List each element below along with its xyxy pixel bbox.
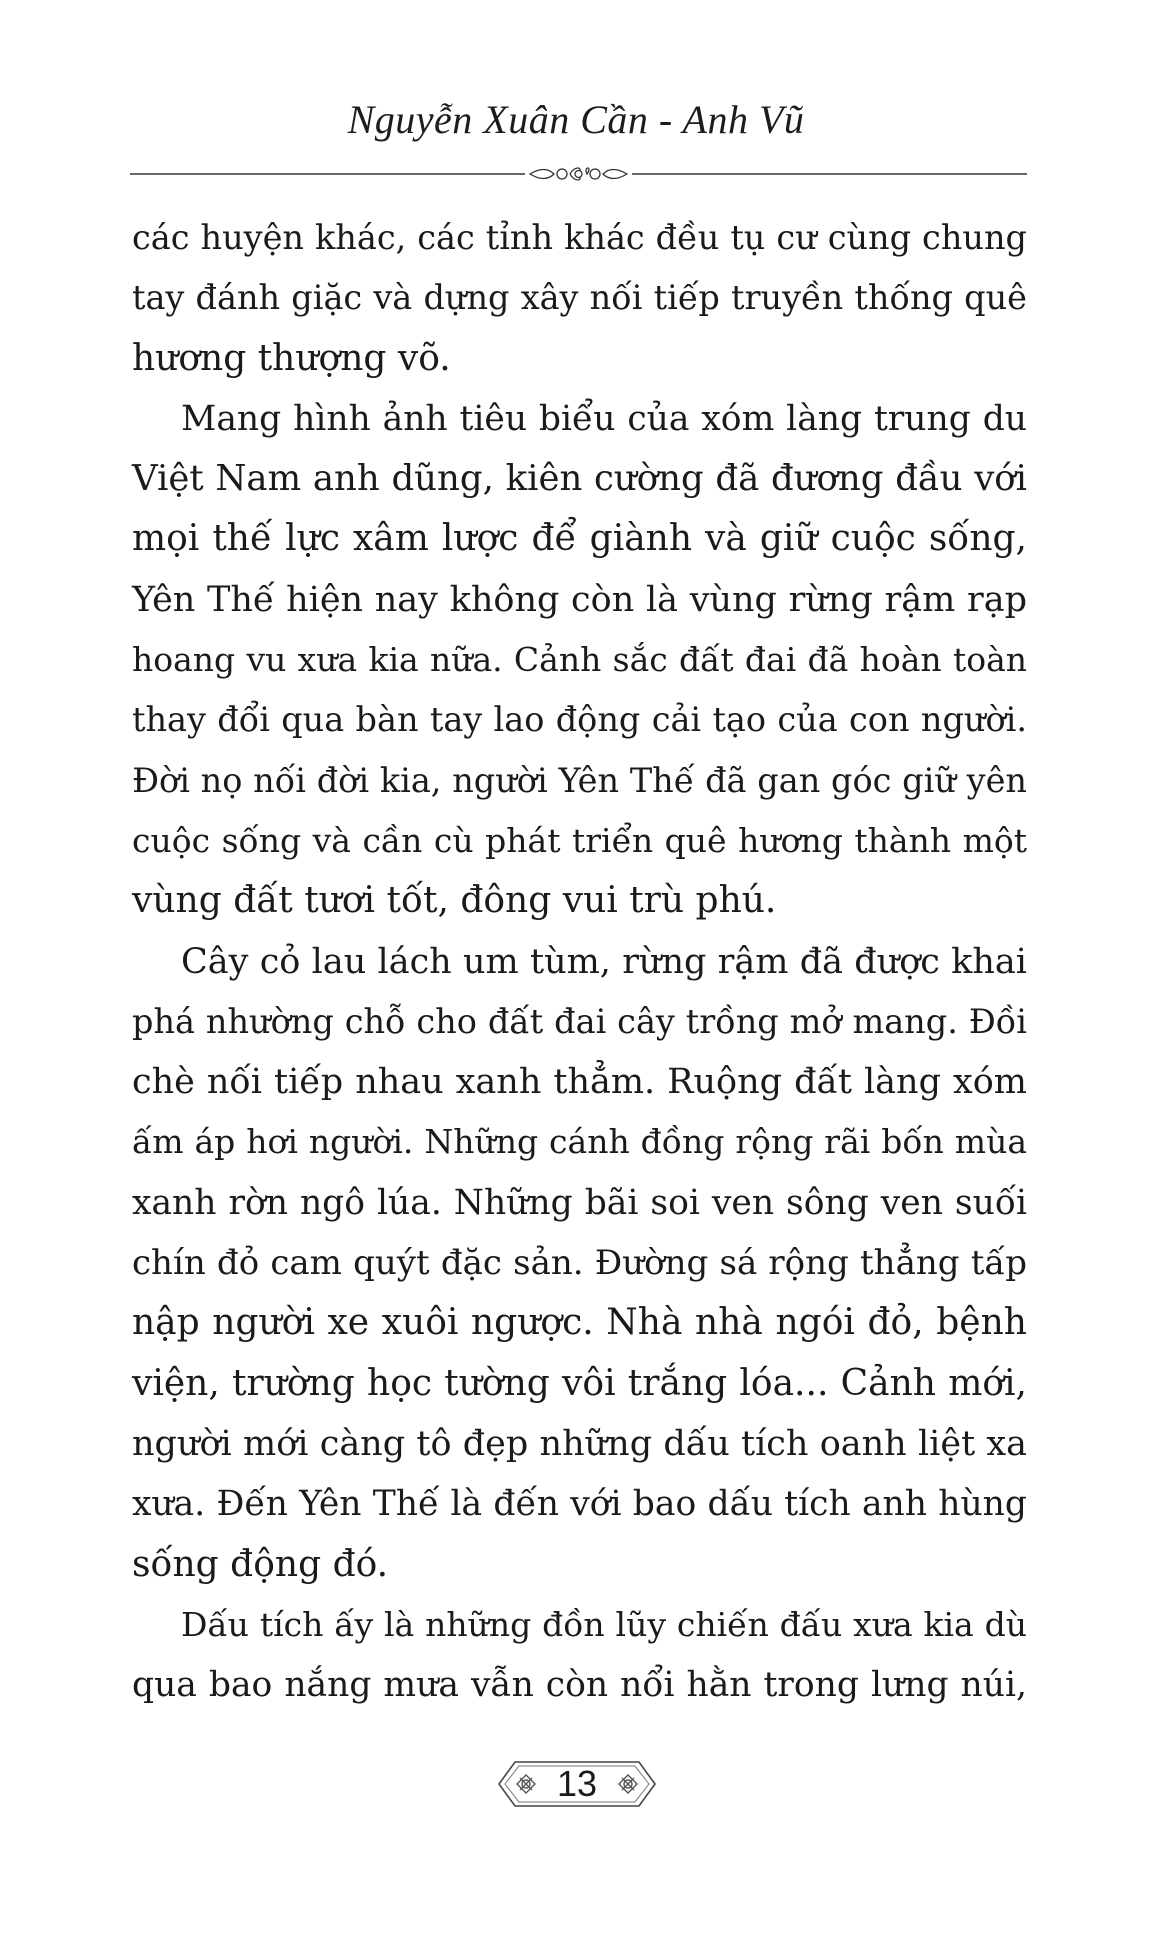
running-header [0,96,1152,143]
text-line: hương thượng võ. [132,337,451,379]
text-line: Đời nọ nối đời kia, người Yên Thế đã gan góc giữ yên [132,760,1027,800]
text-line: xưa. Đến Yên Thế là đến với bao dấu tích anh hùng [132,1484,1027,1525]
text-line: chè nối tiếp nhau xanh thẳm. Ruộng đất làng xóm [132,1062,1027,1103]
text-line: qua bao nắng mưa vẫn còn nổi hằn trong lưng núi, [132,1665,1027,1706]
text-line: tay đánh giặc và dựng xây nối tiếp truyền thống quê [132,278,1027,318]
text-line: các huyện khác, các tỉnh khác đều tụ cư cùng chung [132,218,1027,257]
page-number: 13 [556,1763,598,1804]
header-ornament-divider [130,164,1027,184]
paragraph-2 [132,389,1027,932]
text-line: ấm áp hơi người. Những cánh đồng rộng rãi bốn mùa [132,1122,1027,1162]
text-line: Việt Nam anh dũng, kiên cường đã đương đầu với [132,458,1027,500]
paragraph-3 [132,932,1027,1595]
text-line: Yên Thế hiện nay không còn là vùng rừng rậm rạp [132,579,1027,620]
text-line: hoang vu xưa kia nữa. Cảnh sắc đất đai đã hoàn toàn [132,640,1027,680]
text-line: sống động đó. [132,1543,389,1585]
header-author-title: Nguyễn Xuân Cần - Anh Vũ [347,97,805,142]
text-line: thay đổi qua bàn tay lao động cải tạo của con người. [132,700,1027,740]
body-text [132,208,1027,1715]
text-line: chín đỏ cam quýt đặc sản. Đường sá rộng thẳng tấp [132,1243,1027,1284]
text-line: Cây cỏ lau lách um tùm, rừng rậm đã được khai [181,941,1027,982]
text-line: người mới càng tô đẹp những dấu tích oanh liệt xa [132,1423,1027,1464]
text-line: nập người xe xuôi ngược. Nhà nhà ngói đỏ, bệnh [132,1302,1027,1344]
text-line: Dấu tích ấy là những đồn lũy chiến đấu xưa kia dù [181,1604,1027,1644]
paragraph-4 [132,1595,1027,1716]
text-line: mọi thế lực xâm lược để giành và giữ cuộc sống, [132,518,1027,560]
text-line: viện, trường học tường vôi trắng lóa... Cảnh mới, [132,1362,1027,1404]
text-line: cuộc sống và cần cù phát triển quê hương thành một [132,820,1027,860]
text-line: xanh rờn ngô lúa. Những bãi soi ven sông ven suối [132,1182,1027,1223]
text-line: Mang hình ảnh tiêu biểu của xóm làng trung du [181,398,1027,439]
text-line: phá nhường chỗ cho đất đai cây trồng mở mang. Đồi [132,1001,1027,1041]
page-number-badge [485,1756,669,1812]
text-line: vùng đất tươi tốt, đông vui trù phú. [132,880,777,922]
paragraph-1 [132,208,1027,389]
